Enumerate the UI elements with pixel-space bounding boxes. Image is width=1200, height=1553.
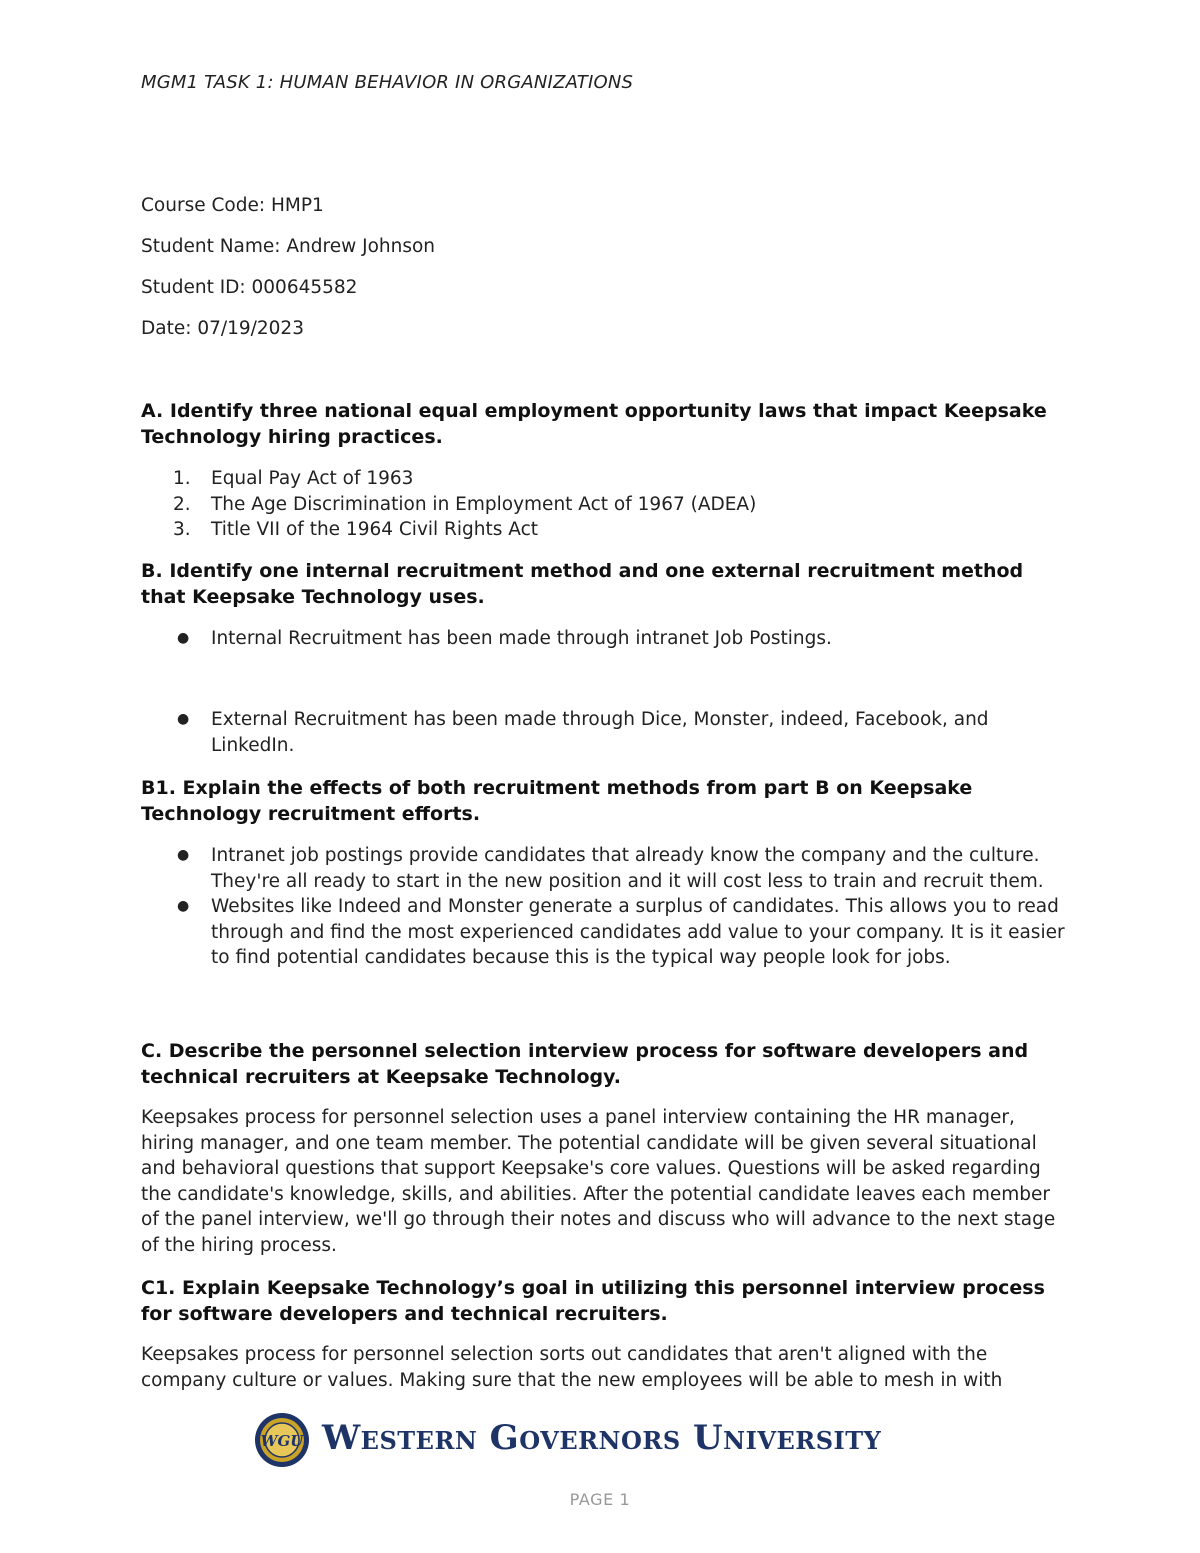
wgu-logo: [254, 1410, 914, 1470]
list-item: ● Intranet job postings provide candidates that already know the company and the culture. They're all ready to start in the new position and it will cost less to train and recruit them.: [177, 845, 1044, 892]
list-item: 2. The Age Discrimination in Employment Act of 1967 (ADEA): [173, 493, 757, 515]
section-a-list: [141, 466, 756, 543]
page-number: PAGE 1: [569, 1490, 631, 1509]
student-id: Student ID: 000645582: [141, 277, 358, 298]
bullet-icon: ●: [177, 847, 190, 863]
wgu-seal-icon: [254, 1412, 310, 1468]
section-b1-heading: B1. Explain the effects of both recruitment methods from part B on Keepsake Technology recruitment efforts.: [141, 777, 973, 825]
course-code: Course Code: HMP1: [141, 195, 324, 216]
section-c1-heading: C1. Explain Keepsake Technology’s goal in utilizing this personnel interview process for software developers and technical recruiters.: [141, 1277, 1045, 1325]
wgu-logo-text: Western Governors University: [322, 1418, 882, 1458]
section-b1-list: [141, 843, 1066, 971]
section-a-heading: A. Identify three national equal employment opportunity laws that impact Keepsake Technology hiring practices.: [141, 400, 1047, 448]
list-item: 3. Title VII of the 1964 Civil Rights Act: [173, 519, 539, 541]
section-c1-body: Keepsakes process for personnel selection sorts out candidates that aren't aligned with the company culture or values. Making sure that the new employees will be able to mesh in with: [141, 1344, 1003, 1391]
student-name: Student Name: Andrew Johnson: [141, 236, 436, 257]
bullet-icon: ●: [177, 630, 190, 646]
submission-date: Date: 07/19/2023: [141, 318, 304, 339]
section-b-heading: B. Identify one internal recruitment method and one external recruitment method that Keepsake Technology uses.: [141, 560, 1024, 608]
list-item: ● Internal Recruitment has been made through intranet Job Postings.: [141, 626, 1066, 652]
list-item: 1. Equal Pay Act of 1963: [173, 468, 414, 489]
section-c-body: Keepsakes process for personnel selection uses a panel interview containing the HR manager, hiring manager, and one team member. The potential candidate will be given several situational and behavioral questions that support Keepsake's core values. Questions will be asked regarding the candidate's knowledge, skills, and abilities. After the potential candidate leaves each member of the panel interview, we'll go through their notes and discuss who will advance to the next stage of the hiring process.: [141, 1107, 1056, 1256]
section-b-list-external: [141, 707, 1066, 758]
bullet-icon: ●: [177, 898, 190, 915]
section-c-heading: C. Describe the personnel selection interview process for software developers and technical recruiters at Keepsake Technology.: [141, 1040, 1029, 1088]
bullet-icon: ●: [177, 711, 190, 727]
list-item: ● Websites like Indeed and Monster generate a surplus of candidates. This allows you to read through and find the most experienced candidates add value to your company. It is it easier to find potential candidates because this is the typical way people look for jobs.: [177, 896, 1065, 969]
svg-text:WGU: WGU: [260, 1432, 304, 1450]
list-item: ● External Recruitment has been made through Dice, Monster, indeed, Facebook, and LinkedIn.: [177, 709, 989, 756]
document-header-title: MGM1 TASK 1: HUMAN BEHAVIOR IN ORGANIZATIONS: [141, 72, 634, 93]
section-b-list-internal: [141, 626, 1066, 652]
